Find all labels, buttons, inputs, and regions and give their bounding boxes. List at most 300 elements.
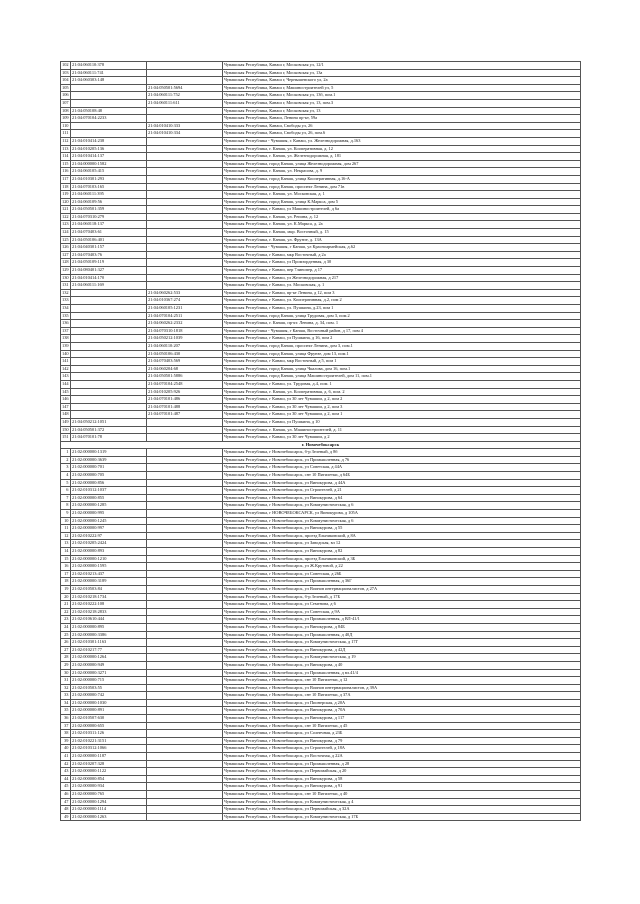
row-number: 104	[61, 77, 71, 85]
address: Чувашская Республика, г Канаш, ул. Трудовая, д.4, пом. 1	[223, 380, 581, 388]
table-row	[61, 107, 581, 115]
land-cadastral-number	[71, 130, 147, 138]
table-row	[61, 434, 581, 442]
premises-cadastral-number	[147, 692, 223, 700]
land-cadastral-number: 21:04:050108:48	[71, 107, 147, 115]
premises-cadastral-number	[147, 236, 223, 244]
address: Чувашская Республика - Чувашия, г. Канаш, ул. Железнодорожная, д.163	[223, 137, 581, 145]
address: Чувашская Республика, г Новочебоксарск, ул Промышленная, д 36Г	[223, 578, 581, 586]
table-row	[61, 320, 581, 328]
premises-cadastral-number: 21:04:060262:2332	[147, 320, 223, 328]
premises-cadastral-number	[147, 107, 223, 115]
premises-cadastral-number	[147, 608, 223, 616]
row-number: 31	[61, 677, 71, 685]
address: Чувашская Республика, г. Канаш, ул. Фрунзе, д. 13А	[223, 236, 581, 244]
premises-cadastral-number	[147, 555, 223, 563]
address: Чувашская Республика, г Канаш, ул Машиностроителей, д 6а	[223, 206, 581, 214]
address: Чувашская Республика, г Новочебоксарск, ул Винокурова, д 70А	[223, 707, 581, 715]
row-number: 134	[61, 305, 71, 313]
premises-cadastral-number	[147, 707, 223, 715]
table-row	[61, 380, 581, 388]
row-number: 14	[61, 548, 71, 556]
premises-cadastral-number: 21:04:070310:1818	[147, 327, 223, 335]
table-row	[61, 130, 581, 138]
premises-cadastral-number	[147, 737, 223, 745]
property-table-body	[61, 62, 581, 821]
row-number: 44	[61, 775, 71, 783]
table-row	[61, 464, 581, 472]
land-cadastral-number: 21:04:060110:378	[71, 62, 147, 70]
table-row	[61, 730, 581, 738]
table-row	[61, 297, 581, 305]
table-row	[61, 563, 581, 571]
row-number: 117	[61, 175, 71, 183]
table-row	[61, 737, 581, 745]
row-number: 5	[61, 479, 71, 487]
premises-cadastral-number	[147, 684, 223, 692]
table-row	[61, 137, 581, 145]
row-number: 17	[61, 570, 71, 578]
table-row	[61, 84, 581, 92]
land-cadastral-number	[71, 380, 147, 388]
land-cadastral-number: 21:02:010222:97	[71, 532, 147, 540]
land-cadastral-number	[71, 297, 147, 305]
address: Чувашская Республика, г Канаш, ул. Пушкина, д.23, пом 1	[223, 305, 581, 313]
row-number: 147	[61, 403, 71, 411]
land-cadastral-number: 21:02:000000:1210	[71, 555, 147, 563]
table-row	[61, 229, 581, 237]
premises-cadastral-number	[147, 745, 223, 753]
row-number: 45	[61, 783, 71, 791]
row-number: 126	[61, 244, 71, 252]
table-row	[61, 768, 581, 776]
row-number: 136	[61, 320, 71, 328]
land-cadastral-number: 21:02:000000:1264	[71, 654, 147, 662]
address: Чувашская Республика, г Новочебоксарск, ул Винокурова, д 82	[223, 548, 581, 556]
land-cadastral-number	[71, 373, 147, 381]
table-row	[61, 639, 581, 647]
row-number: 123	[61, 221, 71, 229]
table-row	[61, 449, 581, 457]
premises-cadastral-number: 21:04:050501:5694	[147, 84, 223, 92]
land-cadastral-number: 21:02:000000:3386	[71, 631, 147, 639]
premises-cadastral-number: 21:04:050106:430	[147, 350, 223, 358]
table-row	[61, 396, 581, 404]
address: Чувашская Республика, г Новочебоксарск, ул Солнечная, д 23Б	[223, 730, 581, 738]
address: Чувашская Республика, Канаш г, Московская ул, 12/1	[223, 62, 581, 70]
row-number: 19	[61, 585, 71, 593]
table-row	[61, 532, 581, 540]
address: Чувашская Республика, г Канаш, ул Пушкина, д 10	[223, 418, 581, 426]
table-row	[61, 715, 581, 723]
land-cadastral-number: 21:02:000000:1285	[71, 502, 147, 510]
land-cadastral-number: 21:02:000000:1294	[71, 798, 147, 806]
address: Чувашская Республика, г Новочебоксарск, ул Коммунистическая, д 6	[223, 502, 581, 510]
address: Чувашская Республика, город Канаш, улица Чкалова, дом 16, пом.1	[223, 365, 581, 373]
row-number: 27	[61, 646, 71, 654]
address: Чувашская Республика, г Новочебоксарск, снт 10 Пятилетки, д 45	[223, 722, 581, 730]
row-number: 142	[61, 365, 71, 373]
address: Чувашская Республика, город Канаш, улица Железнодорожная, дом 267	[223, 160, 581, 168]
table-row	[61, 388, 581, 396]
land-cadastral-number: 21:04:050501:359	[71, 206, 147, 214]
address: Чувашская Республика, г Новочебоксарск, ул Винокурова, д 117	[223, 715, 581, 723]
premises-cadastral-number: 21:04:060111:752	[147, 92, 223, 100]
table-row	[61, 236, 581, 244]
premises-cadastral-number	[147, 62, 223, 70]
table-row	[61, 259, 581, 267]
address: Чувашская Республика, город Канаш, проспект Ленина, дом 71в	[223, 183, 581, 191]
land-cadastral-number: 21:02:000000:701	[71, 464, 147, 472]
premises-cadastral-number	[147, 137, 223, 145]
land-cadastral-number: 21:04:050501:372	[71, 426, 147, 434]
land-cadastral-number: 21:02:000000:1030	[71, 699, 147, 707]
address: Чувашская Республика, г Новочебоксарск, ул Промышленная, д 76	[223, 456, 581, 464]
address: Чувашская Республика, г Новочебоксарск, проезд Ельниковский, д 8А	[223, 532, 581, 540]
premises-cadastral-number	[147, 191, 223, 199]
table-row	[61, 472, 581, 480]
land-cadastral-number: 21:04:070101:78	[71, 434, 147, 442]
table-row	[61, 775, 581, 783]
land-cadastral-number: 21:02:000000:1319	[71, 449, 147, 457]
land-cadastral-number: 21:04:060118:137	[71, 221, 147, 229]
table-row	[61, 221, 581, 229]
row-number: 129	[61, 267, 71, 275]
table-row	[61, 753, 581, 761]
table-row	[61, 798, 581, 806]
table-row	[61, 494, 581, 502]
premises-cadastral-number	[147, 616, 223, 624]
premises-cadastral-number	[147, 456, 223, 464]
row-number: 108	[61, 107, 71, 115]
row-number: 28	[61, 654, 71, 662]
land-cadastral-number	[71, 403, 147, 411]
premises-cadastral-number	[147, 449, 223, 457]
land-cadastral-number: 21:02:010503:55	[71, 684, 147, 692]
table-row	[61, 92, 581, 100]
row-number: 109	[61, 115, 71, 123]
address: Чувашская Республика, г Новочебоксарск, ул Советская, д 44А	[223, 464, 581, 472]
land-cadastral-number: 21:02:000000:1187	[71, 753, 147, 761]
land-cadastral-number: 21:02:000000:891	[71, 707, 147, 715]
land-cadastral-number: 21:04:050109:119	[71, 259, 147, 267]
premises-cadastral-number	[147, 282, 223, 290]
premises-cadastral-number: 21:04:010410:334	[147, 130, 223, 138]
land-cadastral-number: 21:04:010414:137	[71, 153, 147, 161]
row-number: 20	[61, 593, 71, 601]
table-row	[61, 669, 581, 677]
land-cadastral-number: 21:02:000000:1263	[71, 813, 147, 821]
address: Чувашская Республика, г Новочебоксарск, ул Воинов интернационалистов, д 27А	[223, 585, 581, 593]
land-cadastral-number: 21:02:000000:1595	[71, 563, 147, 571]
land-cadastral-number: 21:02:010221:3151	[71, 737, 147, 745]
land-cadastral-number: 21:04:010301:293	[71, 175, 147, 183]
row-number: 37	[61, 722, 71, 730]
row-number: 23	[61, 616, 71, 624]
address: Чувашская Республика, г Новочебоксарск, снт 10 Пятилетки, д 12	[223, 677, 581, 685]
address: Чувашская Республика, г НОВОЧЕБОКСАРСК, ул Винокурова, д 105А	[223, 510, 581, 518]
row-number: 1	[61, 449, 71, 457]
land-cadastral-number	[71, 289, 147, 297]
land-cadastral-number: 21:04:010414:238	[71, 137, 147, 145]
land-cadastral-number: 21:02:010610:444	[71, 616, 147, 624]
table-row	[61, 168, 581, 176]
table-row	[61, 692, 581, 700]
table-row	[61, 365, 581, 373]
row-number: 2	[61, 456, 71, 464]
address: Чувашская Республика, Канаш, Свободы ул, 26, пом.6	[223, 130, 581, 138]
address: Чувашская Республика, г Новочебоксарск, проезд Ельниковский, д 3Б	[223, 555, 581, 563]
land-cadastral-number: 21:04:060303:148	[71, 77, 147, 85]
premises-cadastral-number	[147, 510, 223, 518]
premises-cadastral-number	[147, 813, 223, 821]
premises-cadastral-number: 21:04:070101:486	[147, 396, 223, 404]
table-row	[61, 312, 581, 320]
premises-cadastral-number: 21:04:010367:274	[147, 297, 223, 305]
table-row	[61, 517, 581, 525]
table-row	[61, 289, 581, 297]
table-row	[61, 206, 581, 214]
address: Чувашская Республика, г Новочебоксарск, ул Коммунистическая, д 6	[223, 517, 581, 525]
table-row	[61, 358, 581, 366]
table-row	[61, 274, 581, 282]
row-number: 146	[61, 396, 71, 404]
table-row	[61, 593, 581, 601]
property-table	[60, 61, 581, 821]
address: Чувашская Республика, г. Канаш, ул. К.Маркса, д. 2а	[223, 221, 581, 229]
premises-cadastral-number	[147, 251, 223, 259]
row-number: 107	[61, 99, 71, 107]
land-cadastral-number: 21:02:000000:705	[71, 472, 147, 480]
land-cadastral-number: 21:04:080401:327	[71, 267, 147, 275]
address: Чувашская Республика, г Новочебоксарск, ул Строителей, д 21	[223, 487, 581, 495]
address: Чувашская Республика, г. Канаш, ул. Машиностроителей, д. 11	[223, 426, 581, 434]
land-cadastral-number: 21:02:000000:3271	[71, 669, 147, 677]
table-row	[61, 525, 581, 533]
row-number: 16	[61, 563, 71, 571]
address: Чувашская Республика, г Канаш, ул 30 лет Чувашии, д 2, пом 3	[223, 403, 581, 411]
table-row	[61, 540, 581, 548]
land-cadastral-number: 21:02:010207:328	[71, 760, 147, 768]
address: Чувашская Республика, г. Канаш, пр-кт. Ленина, д. 34, пом. 1	[223, 320, 581, 328]
address: Чувашская Республика, г Новочебоксарск, ул Винокурова, д 44А	[223, 479, 581, 487]
address: Чувашская Республика, г Новочебоксарск, ул Винокурова, д 40	[223, 661, 581, 669]
premises-cadastral-number	[147, 661, 223, 669]
row-number: 30	[61, 669, 71, 677]
land-cadastral-number	[71, 305, 147, 313]
premises-cadastral-number	[147, 639, 223, 647]
land-cadastral-number: 21:02:010507:630	[71, 715, 147, 723]
land-cadastral-number: 21:02:000000:854	[71, 775, 147, 783]
row-number: 46	[61, 791, 71, 799]
address: Чувашская Республика, г Канаш, ул 30 лет Чувашии, д 2, пом 1	[223, 411, 581, 419]
land-cadastral-number: 21:02:000000:1114	[71, 806, 147, 814]
table-row	[61, 707, 581, 715]
land-cadastral-number	[71, 99, 147, 107]
address: Чувашская Республика, г. Канаш, ул. Железнодорожная, д. 181	[223, 153, 581, 161]
table-row	[61, 305, 581, 313]
land-cadastral-number	[71, 92, 147, 100]
land-cadastral-number: 21:02:010205:2424	[71, 540, 147, 548]
row-number: 125	[61, 236, 71, 244]
table-row	[61, 548, 581, 556]
row-number: 143	[61, 373, 71, 381]
land-cadastral-number	[71, 396, 147, 404]
premises-cadastral-number: 21:04:010205:926	[147, 388, 223, 396]
address: Чувашская Республика, г Новочебоксарск, ул Промышленная, д 28	[223, 760, 581, 768]
address: Чувашская Республика, г Новочебоксарск, ул Винокурова, д 55	[223, 525, 581, 533]
land-cadastral-number	[71, 312, 147, 320]
row-number: 122	[61, 213, 71, 221]
address: Чувашская Республика, г Новочебоксарск, ул Восточная, д 22А	[223, 753, 581, 761]
premises-cadastral-number	[147, 487, 223, 495]
address: Чувашская Республика, г Новочебоксарск, ул Строителей, д 18А	[223, 745, 581, 753]
address: Чувашская Республика, г Новочебоксарск, ул Винокурова, д 79	[223, 737, 581, 745]
premises-cadastral-number	[147, 145, 223, 153]
address: Чувашская Республика, город Канаш, улица К.Маркса, дом 5	[223, 198, 581, 206]
address: Чувашская Республика, г Канаш, ул Пушкина, д 16, пом 2	[223, 335, 581, 343]
premises-cadastral-number	[147, 585, 223, 593]
address: Чувашская Республика, г Канаш, ул Железнодорожная, д 217	[223, 274, 581, 282]
premises-cadastral-number	[147, 563, 223, 571]
table-row	[61, 791, 581, 799]
row-number: 25	[61, 631, 71, 639]
table-row	[61, 62, 581, 70]
premises-cadastral-number: 21:04:060110:207	[147, 342, 223, 350]
row-number: 8	[61, 502, 71, 510]
table-row	[61, 426, 581, 434]
address: Чувашская Республика, Канаш, Свободы ул, 26	[223, 122, 581, 130]
table-row	[61, 608, 581, 616]
land-cadastral-number: 21:02:000000:934	[71, 783, 147, 791]
row-number: 139	[61, 342, 71, 350]
section-title: г. Новочебоксарск	[61, 441, 581, 449]
row-number: 116	[61, 168, 71, 176]
row-number: 145	[61, 388, 71, 396]
premises-cadastral-number	[147, 540, 223, 548]
land-cadastral-number: 21:02:000000:856	[71, 479, 147, 487]
land-cadastral-number: 21:02:000000:997	[71, 525, 147, 533]
table-row	[61, 661, 581, 669]
address: Чувашская Республика, г. Канаш, мкр. Восточный, д. 15	[223, 229, 581, 237]
premises-cadastral-number	[147, 783, 223, 791]
address: Чувашская Республика, г Новочебоксарск, ул Коммунистическая, д 17Б	[223, 813, 581, 821]
land-cadastral-number: 21:02:000000:995	[71, 510, 147, 518]
row-number: 113	[61, 145, 71, 153]
address: Чувашская Республика, г. Канаш, ул. Некрасова, д. 9	[223, 168, 581, 176]
premises-cadastral-number	[147, 472, 223, 480]
row-number: 112	[61, 137, 71, 145]
address: Чувашская Республика, г Новочебоксарск, ул Промышленная, д вл.41/4	[223, 669, 581, 677]
address: Чувашская Республика, Канаш г, Московская ул, 13а	[223, 69, 581, 77]
table-row	[61, 623, 581, 631]
table-row	[61, 646, 581, 654]
land-cadastral-number: 21:02:010312:1037	[71, 487, 147, 495]
table-row	[61, 175, 581, 183]
table-row	[61, 578, 581, 586]
table-row	[61, 783, 581, 791]
premises-cadastral-number	[147, 502, 223, 510]
land-cadastral-number	[71, 327, 147, 335]
row-number: 12	[61, 532, 71, 540]
row-number: 43	[61, 768, 71, 776]
address: Чувашская Республика, г Новочебоксарск, ул Промышленная, д 40Д	[223, 631, 581, 639]
land-cadastral-number: 21:02:010503:84	[71, 585, 147, 593]
table-row	[61, 213, 581, 221]
premises-cadastral-number	[147, 77, 223, 85]
address: Чувашская Республика, г Новочебоксарск, ул Коммунистическая, д 4	[223, 798, 581, 806]
row-number: 38	[61, 730, 71, 738]
premises-cadastral-number	[147, 153, 223, 161]
address: Чувашская Республика, г Новочебоксарск, ул Винокурова, д 91	[223, 783, 581, 791]
land-cadastral-number: 21:04:070403:76	[71, 251, 147, 259]
premises-cadastral-number: 21:04:060262:533	[147, 289, 223, 297]
row-number: 10	[61, 517, 71, 525]
land-cadastral-number: 21:04:060111:169	[71, 282, 147, 290]
land-cadastral-number	[71, 122, 147, 130]
land-cadastral-number: 21:02:000000:949	[71, 661, 147, 669]
land-cadastral-number: 21:04:060111:741	[71, 69, 147, 77]
table-row	[61, 616, 581, 624]
address: Чувашская Республика, Канаш г, Московская ул, 13	[223, 107, 581, 115]
row-number: 39	[61, 737, 71, 745]
table-row	[61, 373, 581, 381]
address: Чувашская Республика, г Новочебоксарск, б-р Зеленый, д 17Б	[223, 593, 581, 601]
address: Чувашская Республика, г Канаш, ул. Московская, д. 1	[223, 282, 581, 290]
premises-cadastral-number	[147, 753, 223, 761]
address: Чувашская Республика, г Канаш, пр-кт Ленина, д 12, пом 3	[223, 289, 581, 297]
row-number: 21	[61, 601, 71, 609]
row-number: 114	[61, 153, 71, 161]
address: Чувашская Республика, город Канаш, улица Кооперативная, д.16-А	[223, 175, 581, 183]
land-cadastral-number: 21:04:010414:170	[71, 274, 147, 282]
row-number: 49	[61, 813, 71, 821]
table-row	[61, 251, 581, 259]
row-number: 7	[61, 494, 71, 502]
address: Чувашская Республика, г Канаш, ул 30 лет Чувашии, д 2, пом 2	[223, 396, 581, 404]
premises-cadastral-number	[147, 244, 223, 252]
land-cadastral-number: 21:04:040301:157	[71, 244, 147, 252]
land-cadastral-number: 21:02:000000:1245	[71, 517, 147, 525]
table-row	[61, 342, 581, 350]
address: Чувашская Республика, г Новочебоксарск, ул Воинов интернационалистов, д 39А	[223, 684, 581, 692]
address: Чувашская Республика, г Новочебоксарск, снт 10 Пятилетки, д 40	[223, 791, 581, 799]
table-row	[61, 198, 581, 206]
table-row	[61, 745, 581, 753]
row-number: 34	[61, 699, 71, 707]
land-cadastral-number: 21:04:000000:1582	[71, 160, 147, 168]
premises-cadastral-number	[147, 494, 223, 502]
table-row	[61, 502, 581, 510]
premises-cadastral-number	[147, 418, 223, 426]
premises-cadastral-number	[147, 229, 223, 237]
land-cadastral-number: 21:04:050106:401	[71, 236, 147, 244]
table-row	[61, 145, 581, 153]
table-row	[61, 115, 581, 123]
address: Чувашская Республика, г Новочебоксарск, ул Советская, д 9А	[223, 608, 581, 616]
row-number: 120	[61, 198, 71, 206]
row-number: 128	[61, 259, 71, 267]
address: Чувашская Республика, г Новочебоксарск, ул Винокурова, д 42Д	[223, 646, 581, 654]
address: Чувашская Республика, г Новочебоксарск, ул Ж.Крутовой, д 22	[223, 563, 581, 571]
row-number: 133	[61, 297, 71, 305]
row-number: 4	[61, 472, 71, 480]
premises-cadastral-number	[147, 259, 223, 267]
address: Чувашская Республика, город Канаш, улица Фрунзе, дом 13, пом.1	[223, 350, 581, 358]
table-row	[61, 555, 581, 563]
address: Чувашская Республика, г. Канаш, ул. Кооперативная, д. 12	[223, 145, 581, 153]
table-row	[61, 244, 581, 252]
